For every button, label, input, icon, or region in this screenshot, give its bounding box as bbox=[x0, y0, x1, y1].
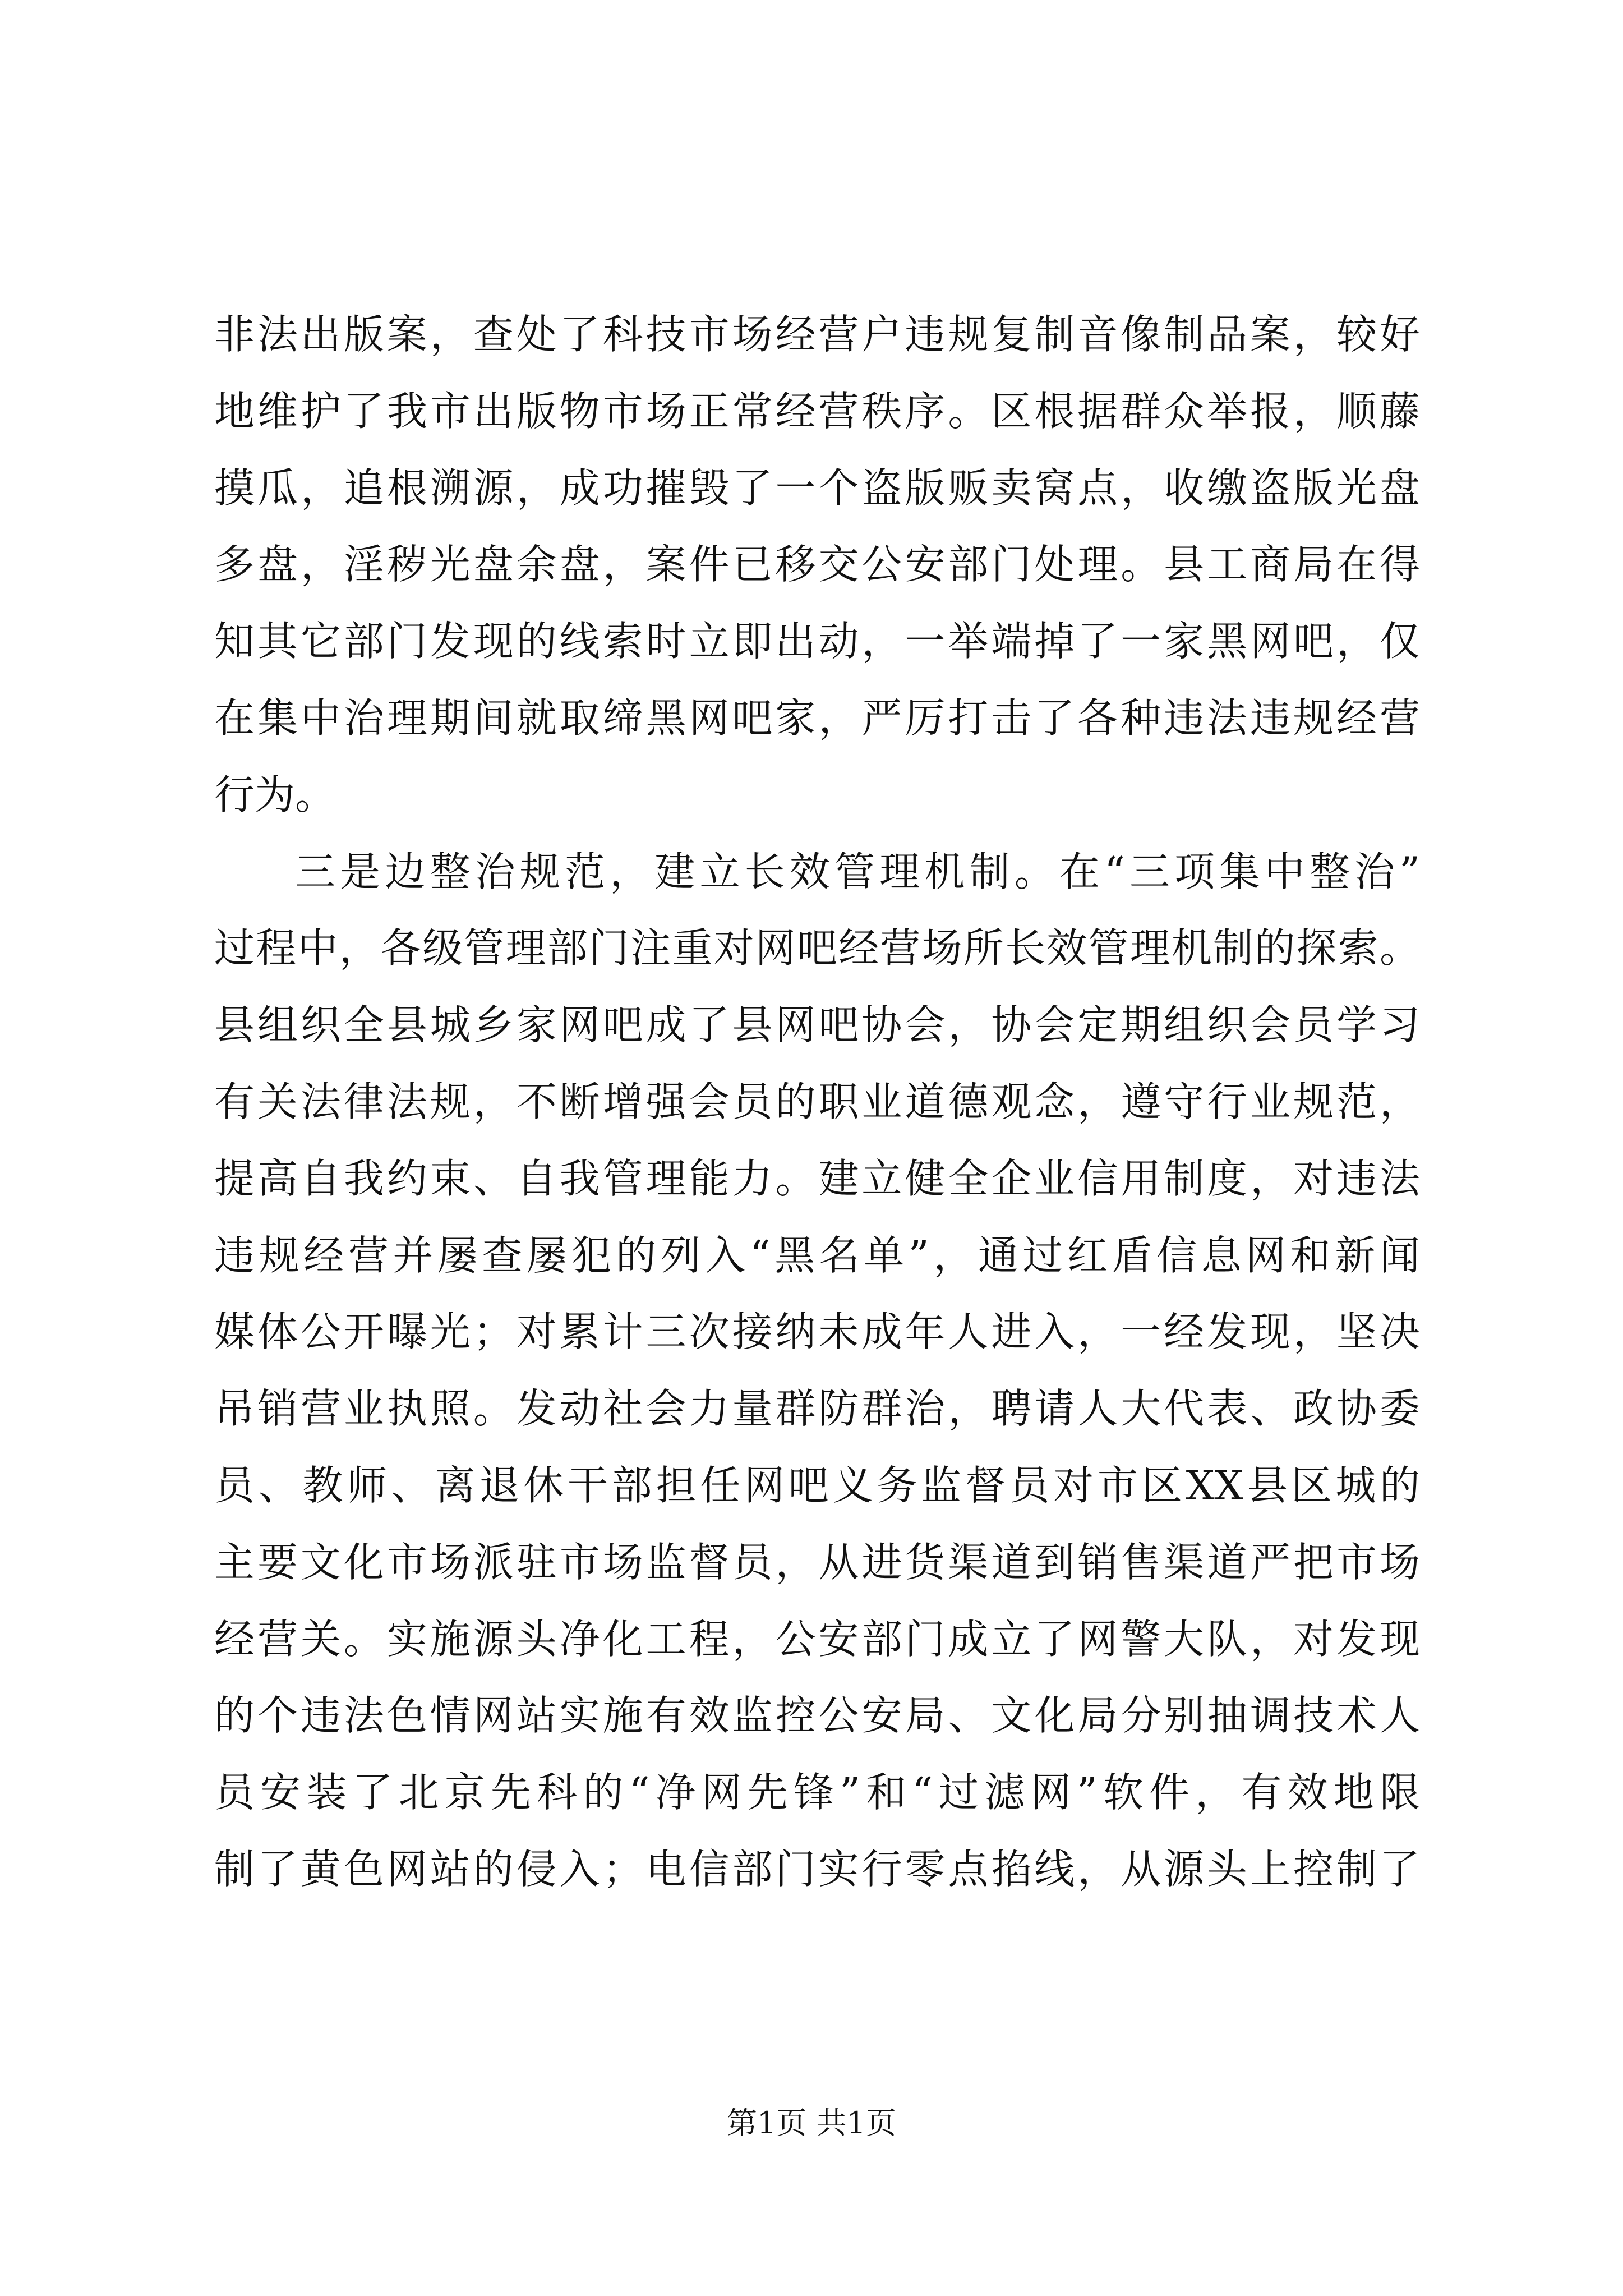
text-line: 的个违法色情网站实施有效监控公安局、文化局分别抽调技术人 bbox=[214, 1692, 1420, 1740]
text-line: 有关法律法规，不断增强会员的职业道德观念，遵守行业规范， bbox=[214, 1078, 1420, 1125]
text-line: 违规经营并屡查屡犯的列入“黑名单”，通过红盾信息网和新闻 bbox=[214, 1231, 1420, 1279]
text-line: 摸瓜，追根溯源，成功摧毁了一个盗版贩卖窝点，收缴盗版光盘 bbox=[214, 464, 1420, 512]
text-line: 县组织全县城乡家网吧成了县网吧协会，协会定期组织会员学习 bbox=[214, 1001, 1420, 1049]
text-line: 制了黄色网站的侵入；电信部门实行零点掐线，从源头上控制了 bbox=[214, 1845, 1420, 1893]
text-line: 在集中治理期间就取缔黑网吧家，严厉打击了各种违法违规经营 bbox=[214, 694, 1420, 742]
page-number-footer: 第1页 共1页 bbox=[727, 2105, 896, 2141]
text-line: 多盘，淫秽光盘余盘，案件已移交公安部门处理。县工商局在得 bbox=[214, 541, 1420, 588]
text-line: 提高自我约束、自我管理能力。建立健全企业信用制度，对违法 bbox=[214, 1154, 1420, 1202]
text-line: 主要文化市场派驻市场监督员，从进货渠道到销售渠道严把市场 bbox=[214, 1538, 1420, 1586]
text-line: 地维护了我市出版物市场正常经营秩序。区根据群众举报，顺藤 bbox=[214, 387, 1420, 435]
text-line: 行为。 bbox=[214, 771, 336, 818]
body-text bbox=[214, 296, 1420, 1908]
text-line: 吊销营业执照。发动社会力量群防群治，聘请人大代表、政协委 bbox=[214, 1385, 1420, 1433]
text-line: 过程中，各级管理部门注重对网吧经营场所长效管理机制的探索。 bbox=[214, 924, 1420, 972]
paragraph-start-line: 三是边整治规范，建立长效管理机制。在“三项集中整治” bbox=[295, 848, 1420, 895]
text-line: 媒体公开曝光；对累计三次接纳未成年人进入，一经发现，坚决 bbox=[214, 1308, 1420, 1356]
text-line: 员、教师、离退休干部担任网吧义务监督员对市区XX县区城的 bbox=[214, 1461, 1420, 1509]
text-line: 经营关。实施源头净化工程，公安部门成立了网警大队，对发现 bbox=[214, 1615, 1420, 1663]
text-line: 知其它部门发现的线索时立即出动，一举端掉了一家黑网吧，仅 bbox=[214, 618, 1420, 665]
text-line: 非法出版案，查处了科技市场经营户违规复制音像制品案，较好 bbox=[214, 311, 1420, 358]
text-line: 员安装了北京先科的“净网先锋”和“过滤网”软件，有效地限 bbox=[214, 1769, 1420, 1816]
